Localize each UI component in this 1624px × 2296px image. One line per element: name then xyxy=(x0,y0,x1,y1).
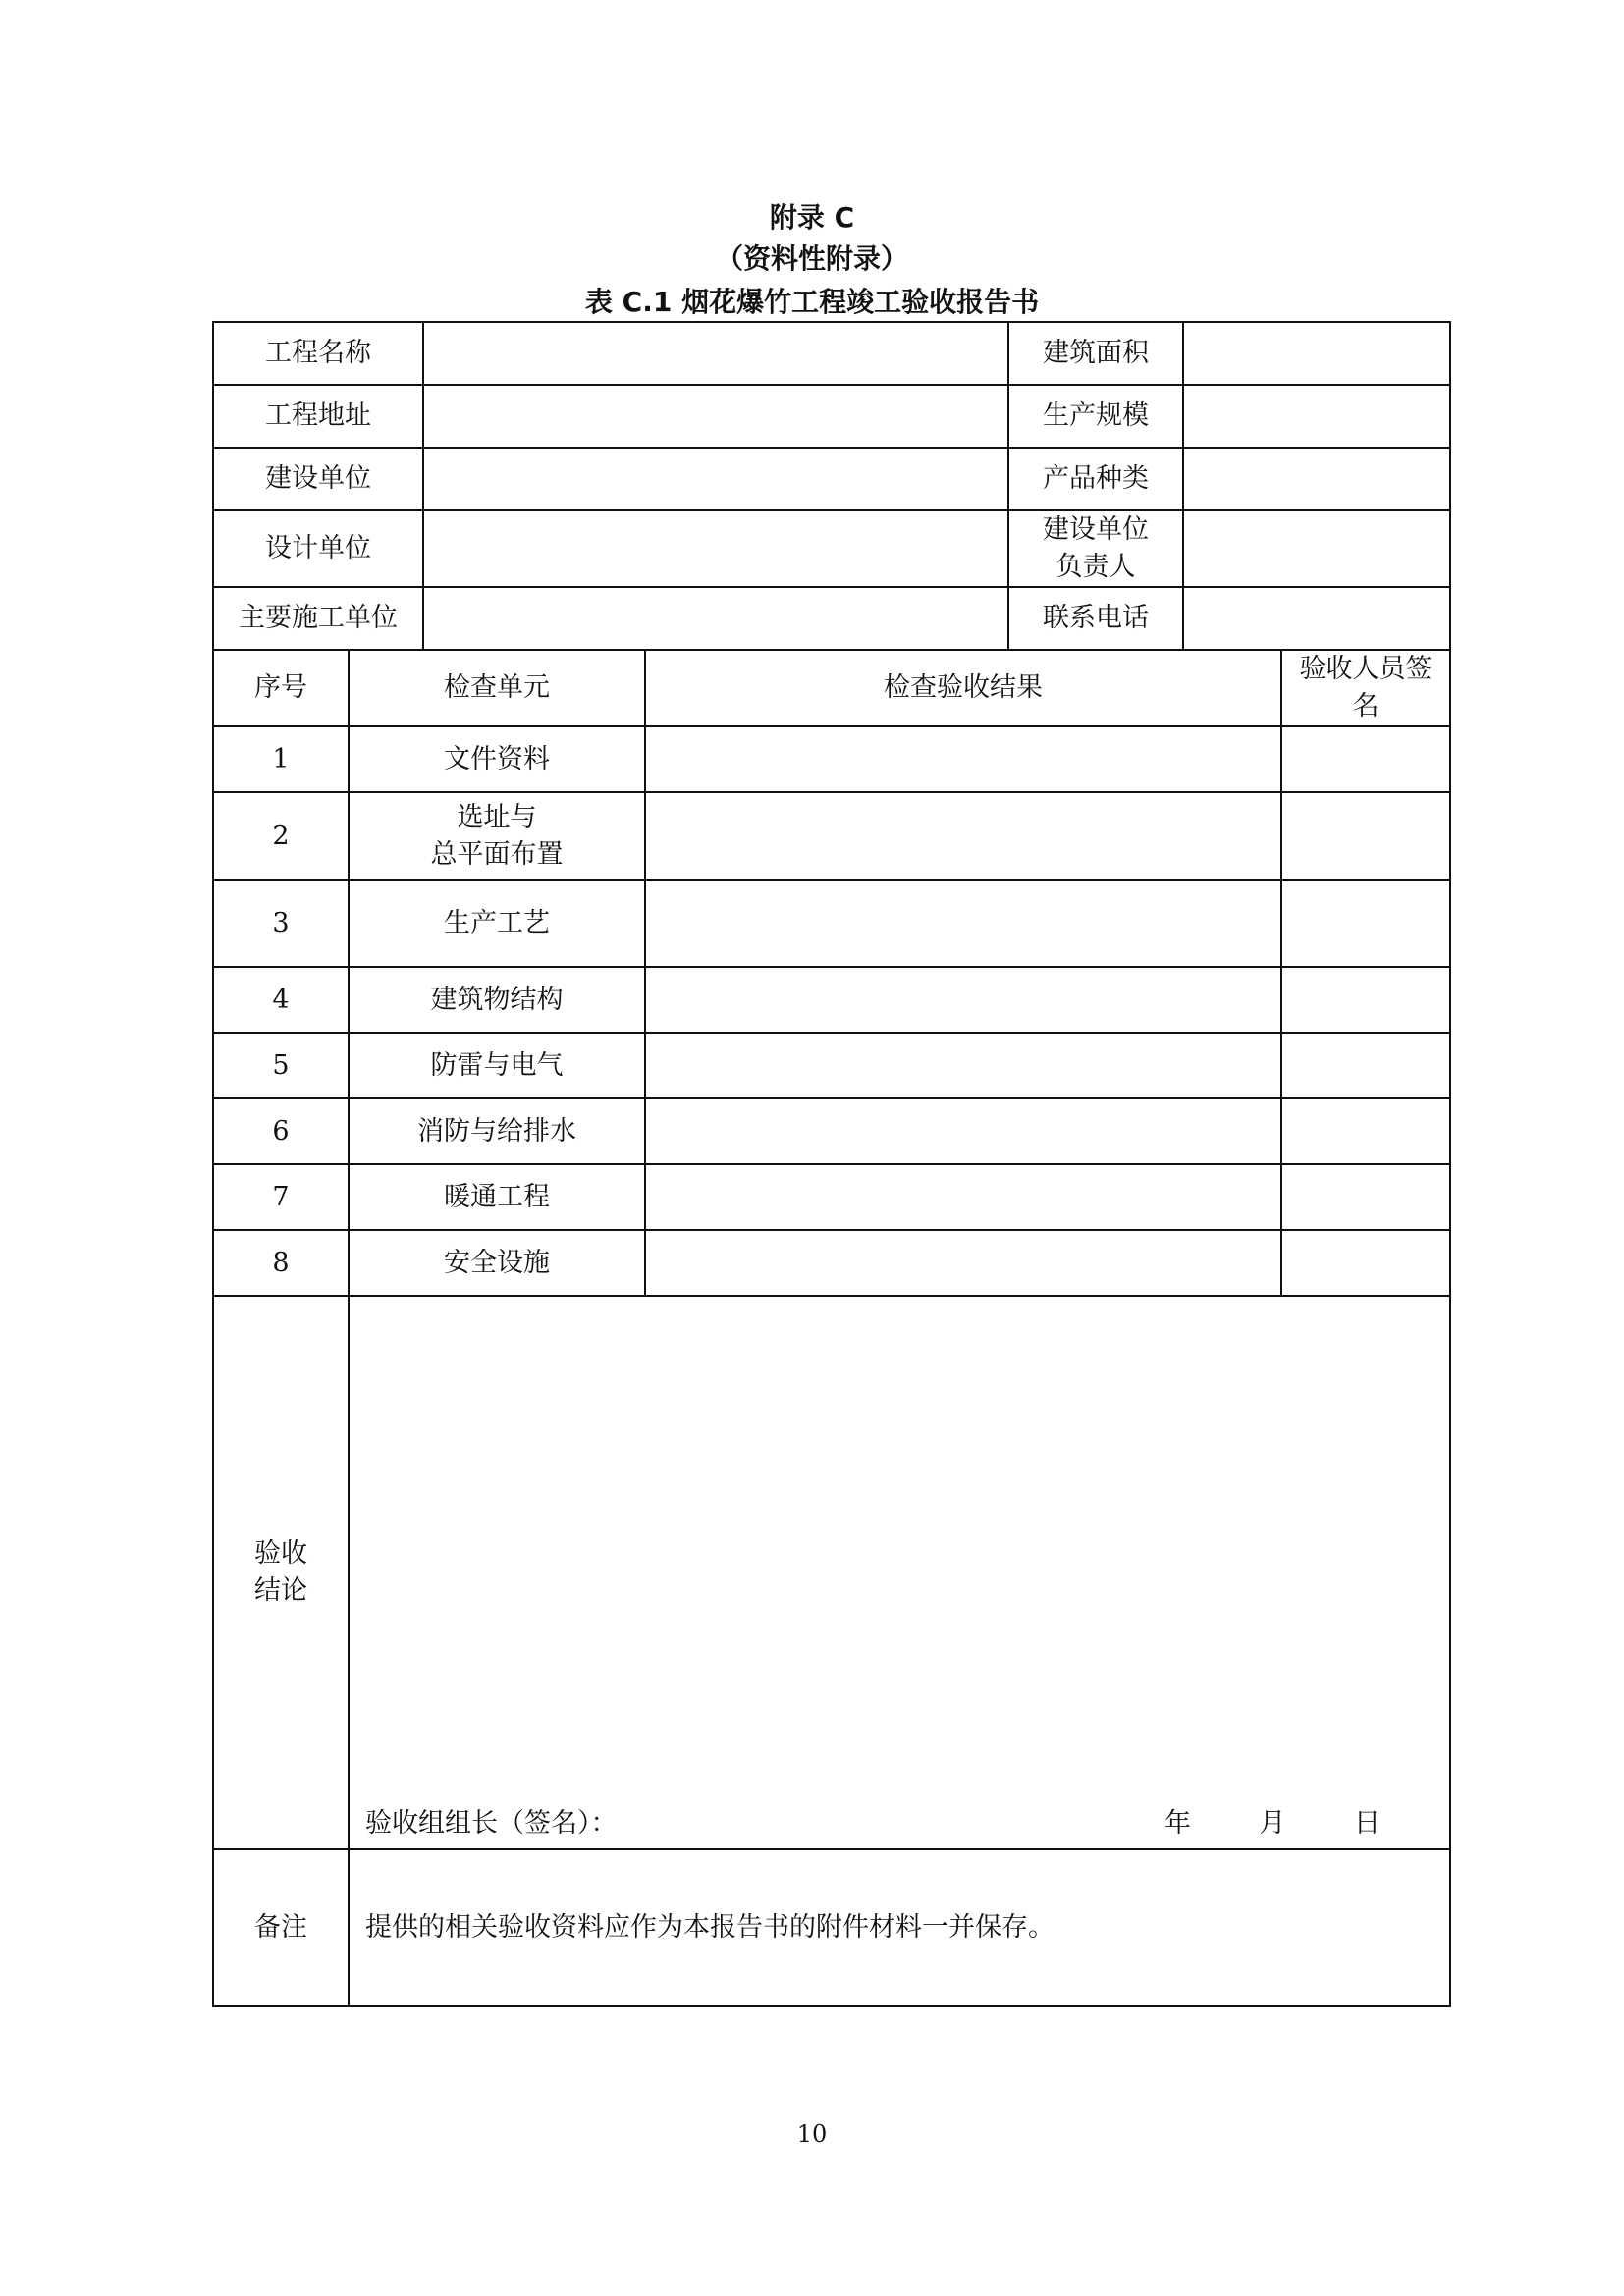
info-value-field[interactable] xyxy=(1183,448,1450,510)
info-value-field[interactable] xyxy=(1183,510,1450,587)
item-signature-field[interactable] xyxy=(1281,1164,1450,1230)
info-label: 设计单位 xyxy=(213,510,423,587)
item-unit: 安全设施 xyxy=(349,1230,645,1296)
info-label-line: 负责人 xyxy=(1056,552,1136,582)
item-unit: 生产工艺 xyxy=(349,880,645,967)
item-result-field[interactable] xyxy=(645,726,1281,792)
header-result: 检查验收结果 xyxy=(645,650,1281,726)
check-item-row xyxy=(213,967,1450,1033)
signer-label: 验收组组长（签名）： xyxy=(365,1808,618,1839)
info-label: 工程名称 xyxy=(213,322,423,385)
header-no: 序号 xyxy=(213,650,349,726)
item-signature-field[interactable] xyxy=(1281,967,1450,1033)
item-result-field[interactable] xyxy=(645,1164,1281,1230)
item-unit: 防雷与电气 xyxy=(349,1033,645,1098)
item-unit xyxy=(349,792,645,880)
remarks-label: 备注 xyxy=(213,1849,349,2006)
remarks-row xyxy=(213,1849,1450,2006)
item-unit-line: 总平面布置 xyxy=(430,838,564,870)
check-item-row xyxy=(213,1033,1450,1098)
info-row xyxy=(213,587,1450,650)
item-result-field[interactable] xyxy=(645,1098,1281,1164)
item-signature-field[interactable] xyxy=(1281,1033,1450,1098)
info-value-field[interactable] xyxy=(423,385,1008,448)
item-signature-field[interactable] xyxy=(1281,1230,1450,1296)
day-label: 日 xyxy=(1354,1808,1380,1839)
info-label: 建设单位 xyxy=(213,448,423,510)
info-row xyxy=(213,510,1450,587)
info-value-field[interactable] xyxy=(423,587,1008,650)
item-result-field[interactable] xyxy=(645,967,1281,1033)
appendix-title: 附录 C xyxy=(769,201,855,234)
info-row xyxy=(213,322,1450,385)
item-no: 1 xyxy=(213,726,349,792)
acceptance-report-table xyxy=(212,321,1451,2007)
item-result-field[interactable] xyxy=(645,1033,1281,1098)
info-value-field[interactable] xyxy=(423,322,1008,385)
check-item-row xyxy=(213,1230,1450,1296)
check-item-row xyxy=(213,880,1450,967)
item-result-field[interactable] xyxy=(645,792,1281,880)
item-unit: 消防与给排水 xyxy=(349,1098,645,1164)
info-label xyxy=(1008,510,1183,587)
item-result-field[interactable] xyxy=(645,880,1281,967)
conclusion-label-line: 验收 xyxy=(254,1538,307,1569)
item-signature-field[interactable] xyxy=(1281,792,1450,880)
remarks-text: 提供的相关验收资料应作为本报告书的附件材料一并保存。 xyxy=(349,1849,1450,2006)
sign-date xyxy=(1164,1805,1380,1844)
info-label: 建筑面积 xyxy=(1008,322,1183,385)
item-signature-field[interactable] xyxy=(1281,726,1450,792)
conclusion-row xyxy=(213,1296,1450,1849)
item-no: 4 xyxy=(213,967,349,1033)
check-header-row xyxy=(213,650,1450,726)
info-label: 主要施工单位 xyxy=(213,587,423,650)
info-label: 生产规模 xyxy=(1008,385,1183,448)
page-number: 10 xyxy=(796,2120,828,2148)
info-value-field[interactable] xyxy=(1183,322,1450,385)
info-row xyxy=(213,448,1450,510)
item-no: 5 xyxy=(213,1033,349,1098)
item-signature-field[interactable] xyxy=(1281,880,1450,967)
item-no: 8 xyxy=(213,1230,349,1296)
info-value-field[interactable] xyxy=(423,448,1008,510)
check-item-row xyxy=(213,1164,1450,1230)
info-value-field[interactable] xyxy=(1183,385,1450,448)
item-result-field[interactable] xyxy=(645,1230,1281,1296)
header-unit: 检查单元 xyxy=(349,650,645,726)
info-value-field[interactable] xyxy=(423,510,1008,587)
item-no: 2 xyxy=(213,792,349,880)
info-label: 联系电话 xyxy=(1008,587,1183,650)
item-no: 6 xyxy=(213,1098,349,1164)
info-label-line: 建设单位 xyxy=(1043,514,1149,545)
month-label: 月 xyxy=(1259,1808,1286,1839)
info-row xyxy=(213,385,1450,448)
check-item-row xyxy=(213,1098,1450,1164)
conclusion-field[interactable] xyxy=(349,1296,1450,1849)
year-label: 年 xyxy=(1164,1808,1191,1839)
table-title: 表 C.1 烟花爆竹工程竣工验收报告书 xyxy=(584,286,1040,318)
item-unit: 文件资料 xyxy=(349,726,645,792)
info-value-field[interactable] xyxy=(1183,587,1450,650)
appendix-nature: （资料性附录） xyxy=(715,242,908,275)
check-item-row xyxy=(213,792,1450,880)
item-no: 3 xyxy=(213,880,349,967)
conclusion-label xyxy=(213,1296,349,1849)
item-unit-line: 选址与 xyxy=(457,801,537,832)
check-item-row xyxy=(213,726,1450,792)
item-no: 7 xyxy=(213,1164,349,1230)
info-label: 工程地址 xyxy=(213,385,423,448)
header-signature: 验收人员签名 xyxy=(1281,650,1450,726)
item-unit: 建筑物结构 xyxy=(349,967,645,1033)
item-signature-field[interactable] xyxy=(1281,1098,1450,1164)
item-unit: 暖通工程 xyxy=(349,1164,645,1230)
info-label: 产品种类 xyxy=(1008,448,1183,510)
conclusion-label-line: 结论 xyxy=(254,1575,307,1606)
